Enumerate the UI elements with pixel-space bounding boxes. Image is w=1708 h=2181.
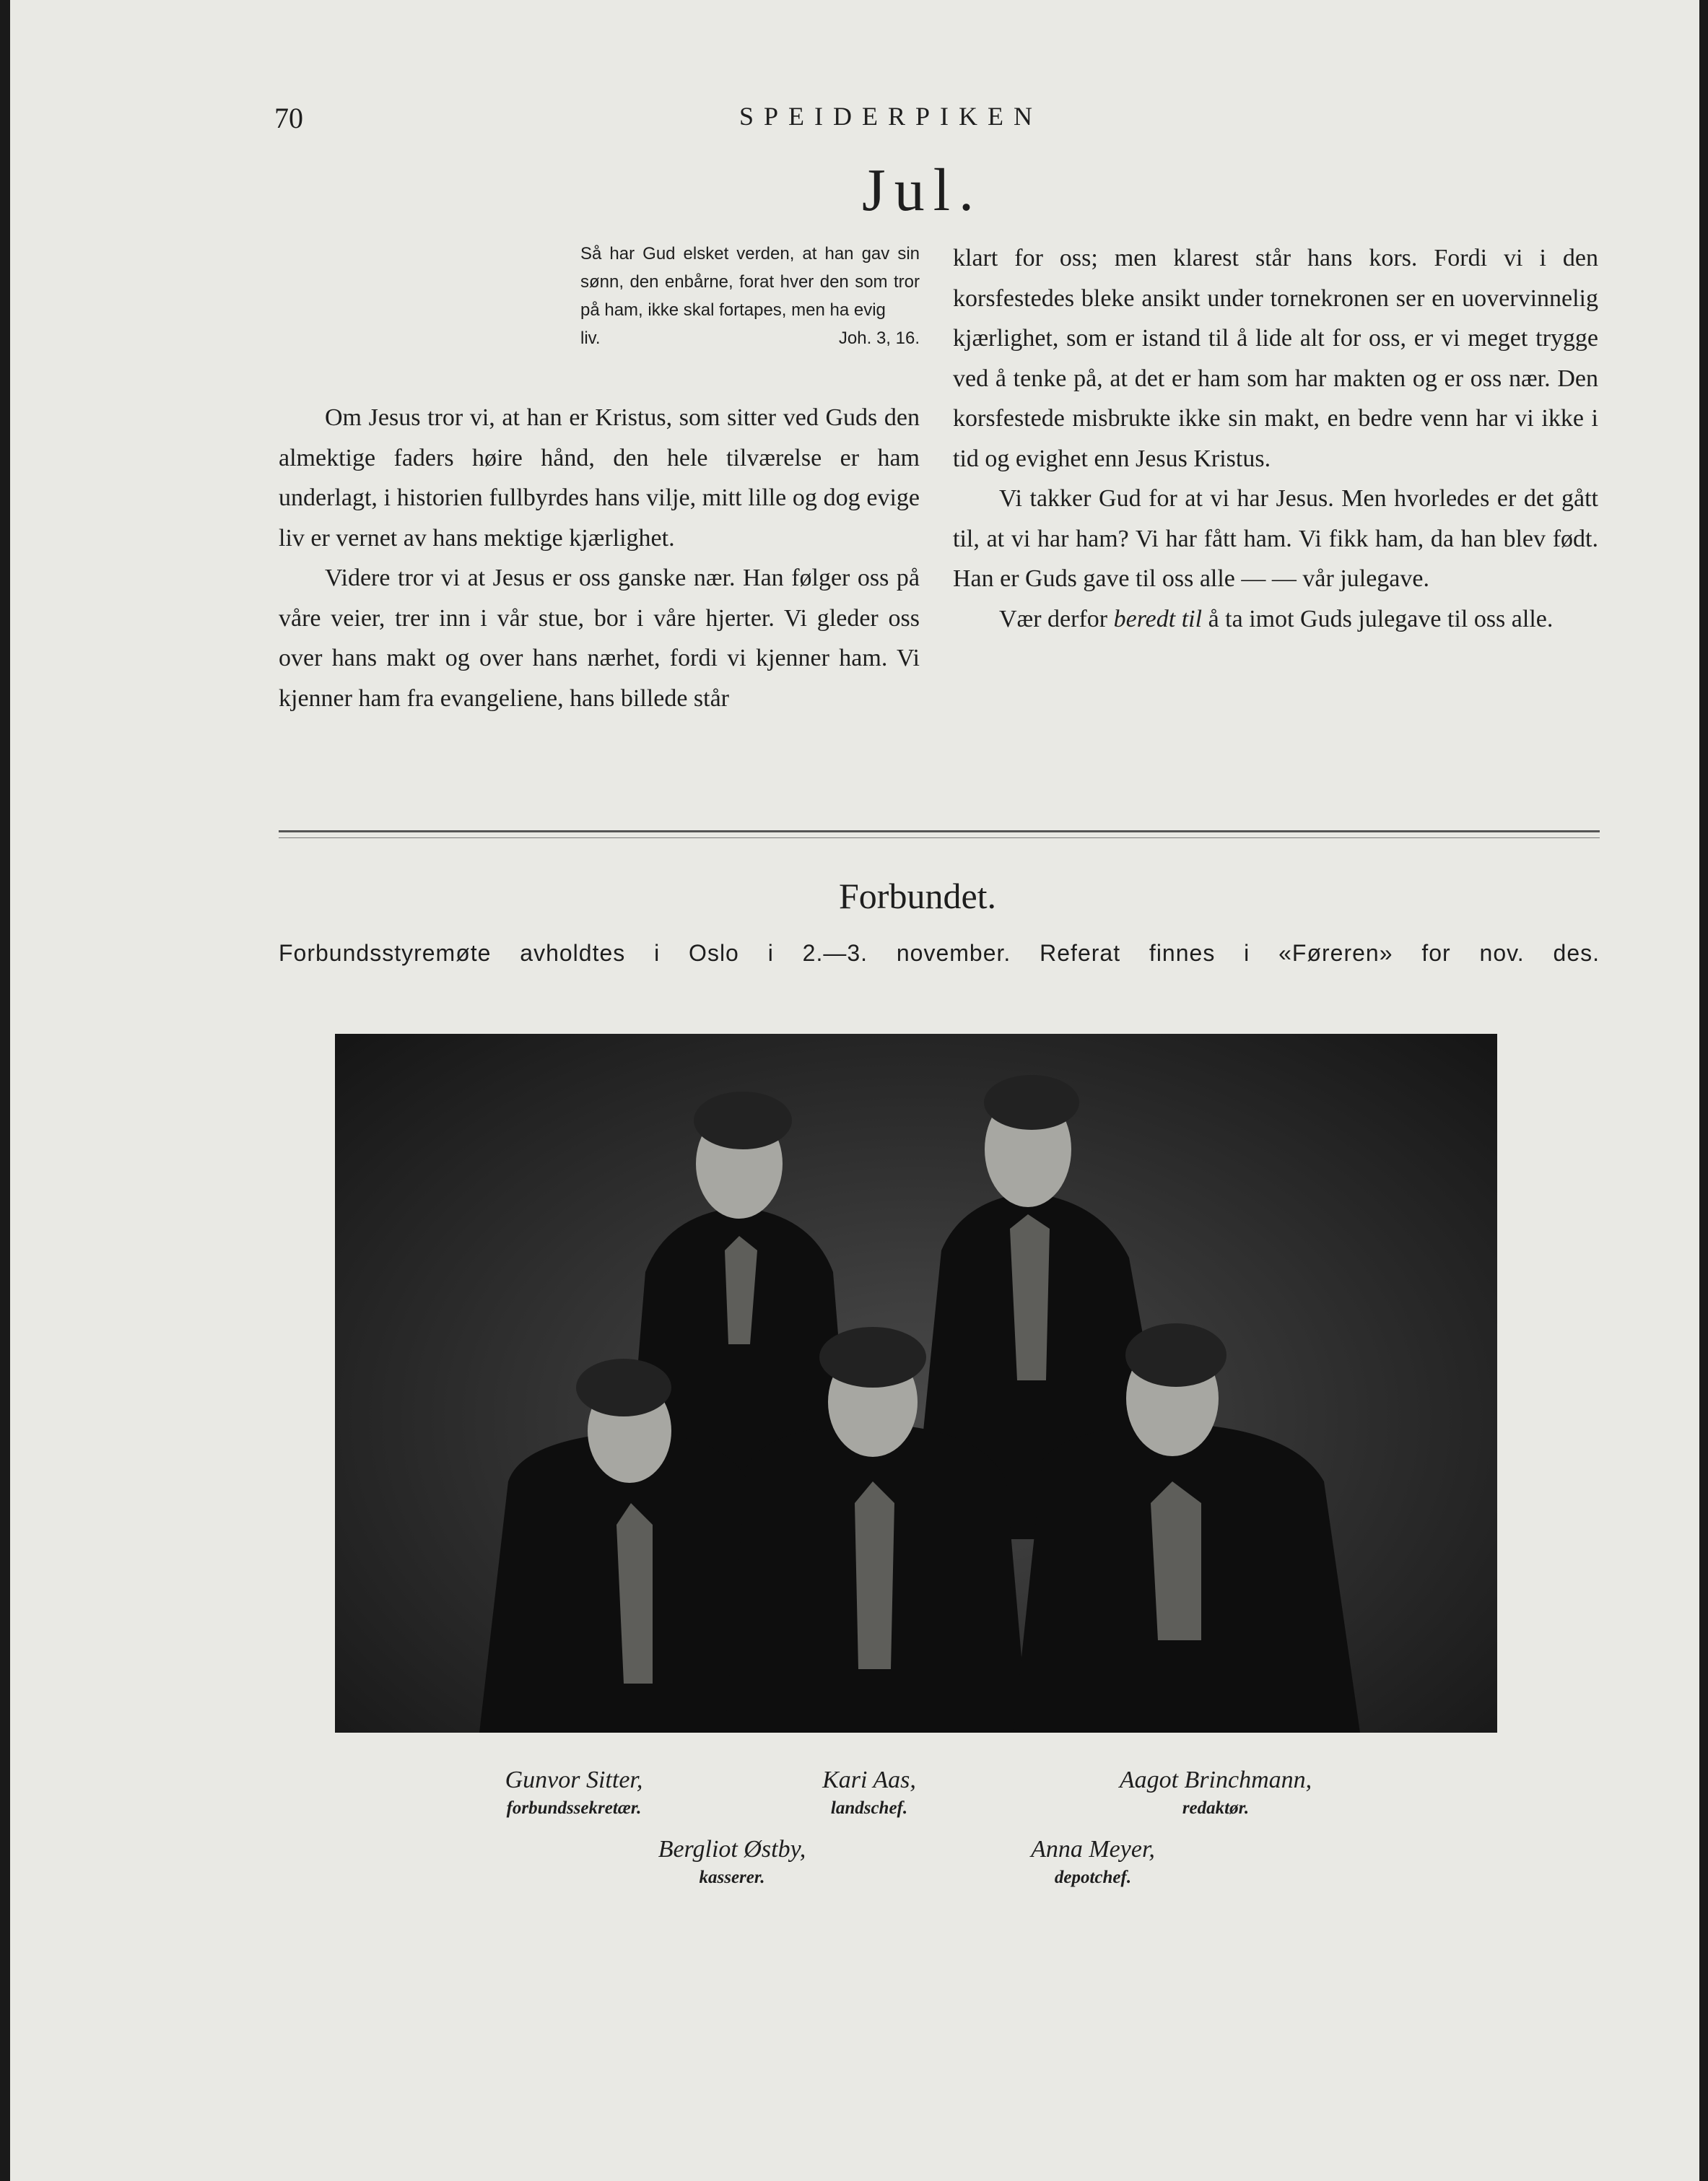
caption [999, 1834, 1187, 1891]
left-column [279, 398, 920, 718]
epigraph-footer [580, 324, 920, 352]
section-title: Forbundet. [839, 876, 997, 916]
caption-name: Anna Meyer, [1031, 1836, 1155, 1863]
caption [631, 1834, 833, 1891]
epigraph-text: Så har Gud elsket verden, at han gav sin sønn, den enbårne, forat hver den som tror på ham, ikke skal fortapes, men ha evig [580, 244, 920, 320]
caption-role: redaktør. [1182, 1798, 1250, 1818]
caption [790, 1765, 949, 1821]
emphasis-text: beredt til [1113, 605, 1203, 632]
caption-role: forbundssekretær. [506, 1798, 642, 1818]
paragraph-text: å ta imot Guds julegave til oss alle. [1208, 605, 1554, 632]
group-photo [335, 1034, 1497, 1733]
section-divider-thin [279, 837, 1600, 838]
caption [476, 1765, 671, 1821]
group-photo-figures [335, 1034, 1497, 1733]
page [10, 0, 1699, 2181]
caption-role: depotchef. [1054, 1868, 1132, 1887]
caption-name: Aagot Brinchmann, [1119, 1767, 1312, 1793]
bible-reference: Joh. 3, 16. [838, 328, 920, 348]
caption [1086, 1765, 1346, 1821]
caption-role: kasserer. [699, 1868, 765, 1887]
page-number: 70 [274, 102, 303, 134]
paragraph: Videre tror vi at Jesus er oss ganske nær. Han følger oss på våre veier, trer inn i vår stue, bor i våre hjerter. Vi gleder oss over hans makt og over hans nærhet, fordi vi kjenner ham. Vi kjenner ham fra evangeliene, hans billede står [279, 565, 920, 712]
epigraph-last-word: liv. [580, 328, 601, 348]
section-divider [279, 830, 1600, 832]
caption-name: Kari Aas, [822, 1767, 916, 1793]
epigraph [580, 240, 920, 352]
article-title: Jul. [862, 157, 983, 224]
caption-name: Bergliot Østby, [658, 1836, 806, 1863]
right-column [953, 238, 1598, 639]
caption-name: Gunvor Sitter, [505, 1767, 643, 1793]
caption-role: landschef. [830, 1798, 908, 1818]
section-notice: Forbundsstyremøte avholdtes i Oslo i 2.—3. november. Referat finnes i «Føreren» for nov. des. [279, 940, 1600, 966]
paragraph-text: Vær derfor [999, 605, 1108, 632]
paragraph [953, 599, 1598, 640]
paragraph: Om Jesus tror vi, at han er Kristus, som sitter ved Guds den almektige faders høire hånd, den hele tilværelse er ham underlagt, i historien fullbyrdes hans vilje, mitt lille og dog evige liv er vernet av hans mektige kjærlighet. [279, 404, 920, 552]
paragraph: Vi takker Gud for at vi har Jesus. Men hvorledes er det gått til, at vi har ham? Vi har fått ham. Vi fikk ham, da han blev født. Han er Guds gave til oss alle — — vår julegave. [953, 485, 1598, 592]
paragraph: klart for oss; men klarest står hans kors. Fordi vi i den korsfestedes bleke ansikt under tornekronen ser en uovervinnelig kjærlighet, som er istand til å lide alt for oss, er vi meget trygge ved å tenke på, at det er ham som har makten og er oss nær. Den korsfestede misbrukte ikke sin makt, en bedre venn har vi ikke i tid og evighet enn Jesus Kristus. [953, 245, 1598, 472]
running-head: SPEIDERPIKEN [739, 102, 1043, 131]
